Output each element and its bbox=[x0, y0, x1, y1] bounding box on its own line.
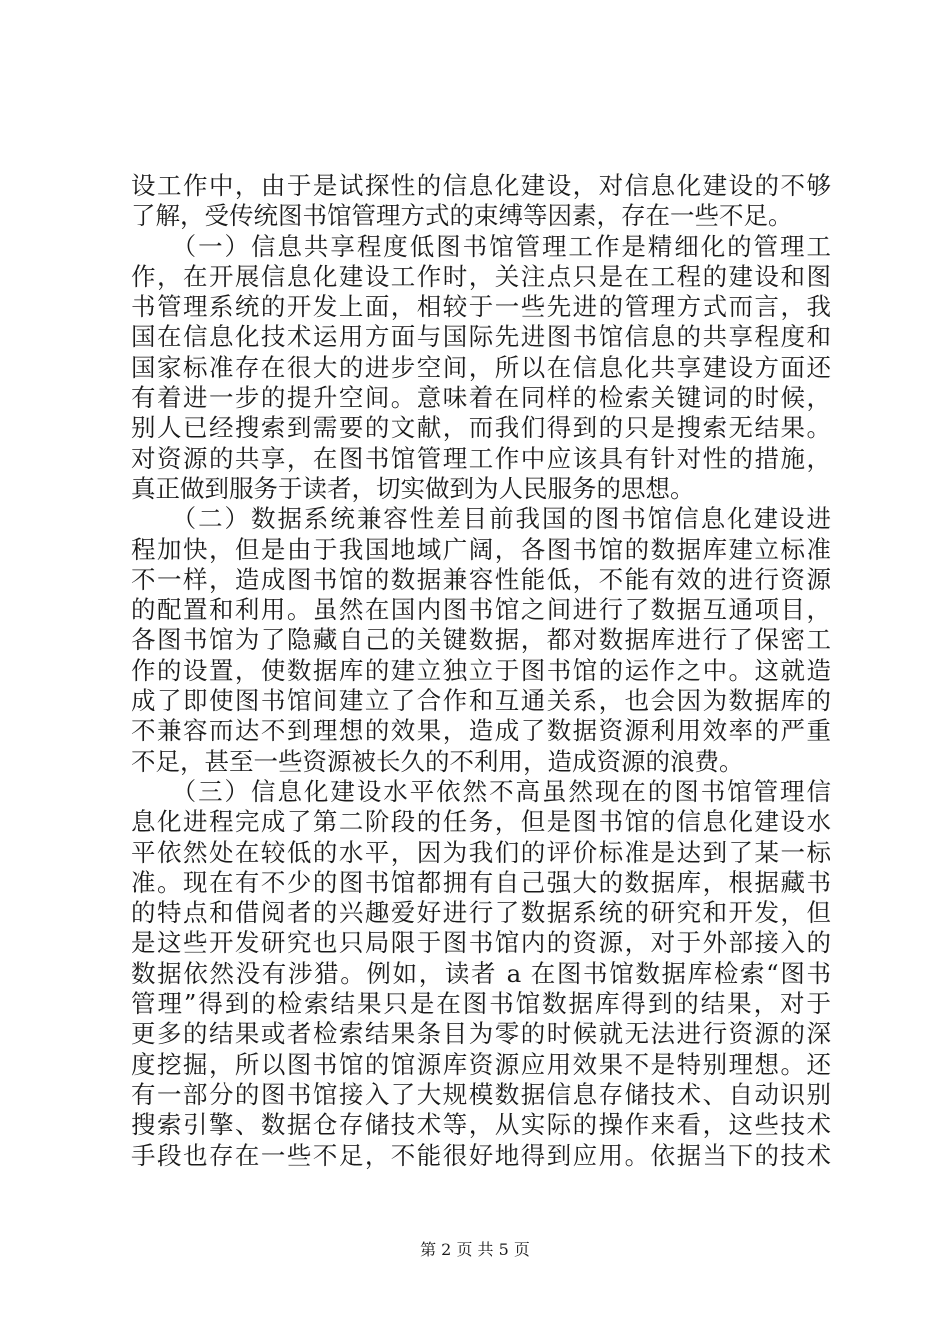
text-line: 不一样，造成图书馆的数据兼容性能低，不能有效的进行资源 bbox=[131, 564, 831, 594]
text-line: 有一部分的图书馆接入了大规模数据信息存储技术、自动识别 bbox=[131, 1079, 831, 1109]
text-line: 搜索引擎、数据仓存储技术等，从实际的操作来看，这些技术 bbox=[131, 1110, 831, 1140]
body-text bbox=[131, 171, 831, 1171]
text-line: 国在信息化技术运用方面与国际先进图书馆信息的共享程度和 bbox=[131, 322, 831, 352]
text-line: 数据依然没有涉猎。例如，读者 a 在图书馆数据库检索“图书 bbox=[131, 958, 831, 988]
text-line: 书管理系统的开发上面，相较于一些先进的管理方式而言，我 bbox=[131, 292, 831, 322]
text-line: 是这些开发研究也只局限于图书馆内的资源，对于外部接入的 bbox=[131, 928, 831, 958]
text-line: 手段也存在一些不足，不能很好地得到应用。依据当下的技术 bbox=[131, 1140, 831, 1170]
text-line: 真正做到服务于读者，切实做到为人民服务的思想。 bbox=[131, 473, 695, 503]
text-line: （三）信息化建设水平依然不高虽然现在的图书馆管理信 bbox=[131, 776, 831, 806]
text-line: 的配置和利用。虽然在国内图书馆之间进行了数据互通项目， bbox=[131, 595, 831, 625]
text-line: 平依然处在较低的水平，因为我们的评价标准是达到了某一标 bbox=[131, 837, 831, 867]
text-line: 度挖掘，所以图书馆的馆源库资源应用效果不是特别理想。还 bbox=[131, 1049, 831, 1079]
text-line: 有着进一步的提升空间。意味着在同样的检索关键词的时候， bbox=[131, 383, 831, 413]
text-line: 国家标准存在很大的进步空间，所以在信息化共享建设方面还 bbox=[131, 352, 831, 382]
text-line: 了解，受传统图书馆管理方式的束缚等因素，存在一些不足。 bbox=[131, 201, 793, 231]
text-line: 设工作中，由于是试探性的信息化建设，对信息化建设的不够 bbox=[131, 171, 831, 200]
text-line: 不兼容而达不到理想的效果，造成了数据资源利用效率的严重 bbox=[131, 716, 831, 746]
text-line: （一）信息共享程度低图书馆管理工作是精细化的管理工 bbox=[131, 231, 831, 261]
text-line: 管理”得到的检索结果只是在图书馆数据库得到的结果，对于 bbox=[131, 989, 831, 1019]
text-line: 别人已经搜索到需要的文献，而我们得到的只是搜索无结果。 bbox=[131, 413, 831, 443]
text-line: 成了即使图书馆间建立了合作和互通关系，也会因为数据库的 bbox=[131, 686, 831, 716]
page-footer: 第 2 页 共 5 页 bbox=[420, 1240, 530, 1259]
text-line: （二）数据系统兼容性差目前我国的图书馆信息化建设进 bbox=[131, 504, 831, 534]
text-line: 准。现在有不少的图书馆都拥有自己强大的数据库，根据藏书 bbox=[131, 867, 831, 897]
text-line: 不足，甚至一些资源被长久的不利用，造成资源的浪费。 bbox=[131, 746, 744, 776]
text-line: 对资源的共享，在图书馆管理工作中应该具有针对性的措施， bbox=[131, 443, 831, 473]
text-line: 作的设置，使数据库的建立独立于图书馆的运作之中。这就造 bbox=[131, 655, 831, 685]
text-line: 各图书馆为了隐藏自己的关键数据，都对数据库进行了保密工 bbox=[131, 625, 831, 655]
text-line: 的特点和借阅者的兴趣爱好进行了数据系统的研究和开发，但 bbox=[131, 898, 831, 928]
text-line: 更多的结果或者检索结果条目为零的时候就无法进行资源的深 bbox=[131, 1019, 831, 1049]
text-line: 程加快，但是由于我国地域广阔，各图书馆的数据库建立标准 bbox=[131, 534, 831, 564]
text-line: 作，在开展信息化建设工作时，关注点只是在工程的建设和图 bbox=[131, 261, 831, 291]
text-line: 息化进程完成了第二阶段的任务，但是图书馆的信息化建设水 bbox=[131, 807, 831, 837]
